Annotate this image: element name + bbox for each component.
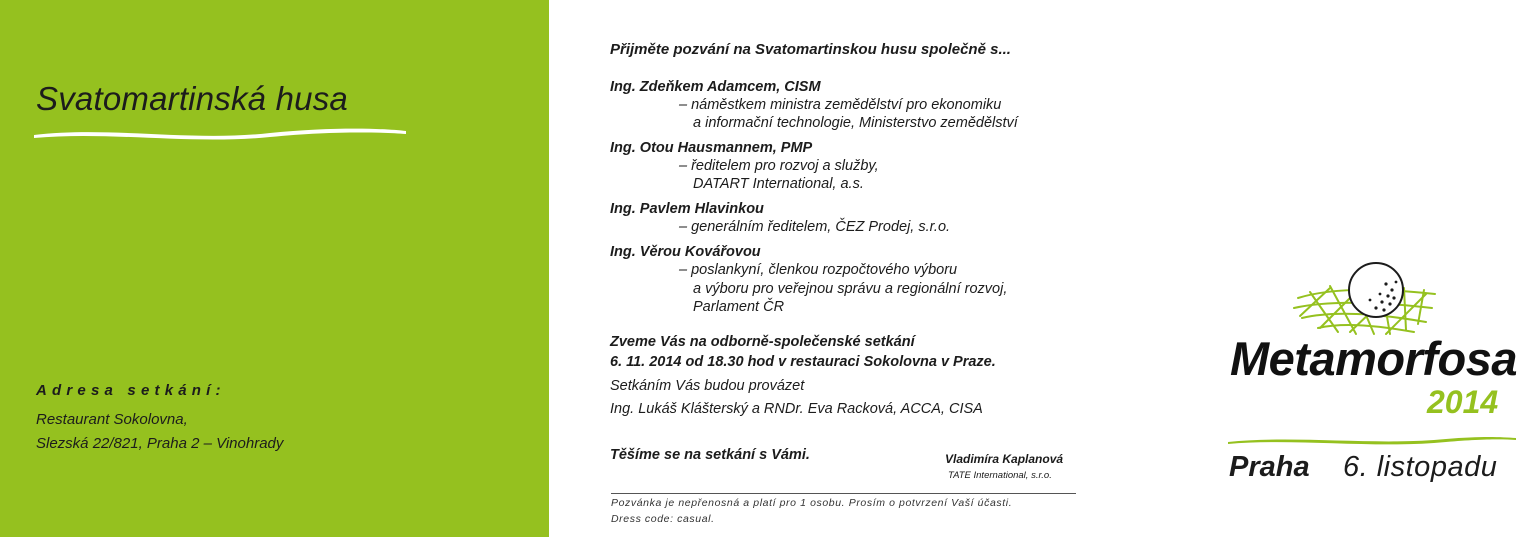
event-date: 6. listopadu	[1343, 451, 1498, 483]
host-role: – generálním ředitelem, ČEZ Prodej, s.r.o.	[679, 219, 951, 235]
address-heading: Adresa setkání:	[36, 382, 226, 399]
signature-name: Vladimíra Kaplanová	[945, 452, 1064, 466]
footer-divider	[611, 493, 1076, 494]
intro-line: Přijměte pozvání na Svatomartinskou husu společně s...	[610, 41, 1011, 58]
guide-line: Setkáním Vás budou provázet	[610, 378, 805, 394]
host-role: Parlament ČR	[693, 299, 785, 315]
host-role: – náměstkem ministra zemědělství pro ekonomiku	[679, 97, 1002, 113]
host-name: Ing. Otou Hausmannem, PMP	[610, 140, 813, 156]
host-role: a informační technologie, Ministerstvo zemědělství	[693, 115, 1018, 131]
host-role: a výboru pro veřejnou správu a regionální rozvoj,	[693, 281, 1008, 297]
address-line-2: Slezská 22/821, Praha 2 – Vinohrady	[36, 435, 284, 452]
closing-line: Těšíme se na setkání s Vámi.	[610, 447, 810, 463]
footer-note: Pozvánka je nepřenosná a platí pro 1 osobu. Prosím o potvrzení Vaší účasti.	[611, 497, 1013, 509]
panel-title: Svatomartinská husa	[36, 80, 348, 117]
footer-note: Dress code: casual.	[611, 513, 715, 525]
address-line-1: Restaurant Sokolovna,	[36, 411, 188, 428]
guide-line: Ing. Lukáš Klášterský a RNDr. Eva Racková, ACCA, CISA	[610, 401, 983, 417]
logo-wordmark: Metamorfosa	[1230, 332, 1518, 385]
signature-company: TATE International, s.r.o.	[948, 470, 1052, 481]
host-role: DATART International, a.s.	[693, 176, 864, 192]
invite-line: 6. 11. 2014 od 18.30 hod v restauraci Sokolovna v Praze.	[610, 354, 996, 370]
host-role: – poslankyní, členkou rozpočtového výboru	[679, 262, 958, 278]
host-name: Ing. Věrou Kovářovou	[610, 244, 761, 260]
white-wave-decoration	[30, 122, 410, 144]
green-wave-decoration	[1226, 432, 1518, 448]
event-city: Praha	[1229, 451, 1310, 483]
invite-line: Zveme Vás na odborně-společenské setkání	[610, 334, 915, 350]
logo-year: 2014	[1427, 384, 1499, 420]
green-panel	[0, 0, 549, 537]
host-role: – ředitelem pro rozvoj a služby,	[679, 158, 879, 174]
golf-ball-net-icon	[1290, 258, 1440, 338]
host-name: Ing. Zdeňkem Adamcem, CISM	[610, 79, 821, 95]
host-name: Ing. Pavlem Hlavinkou	[610, 201, 764, 217]
